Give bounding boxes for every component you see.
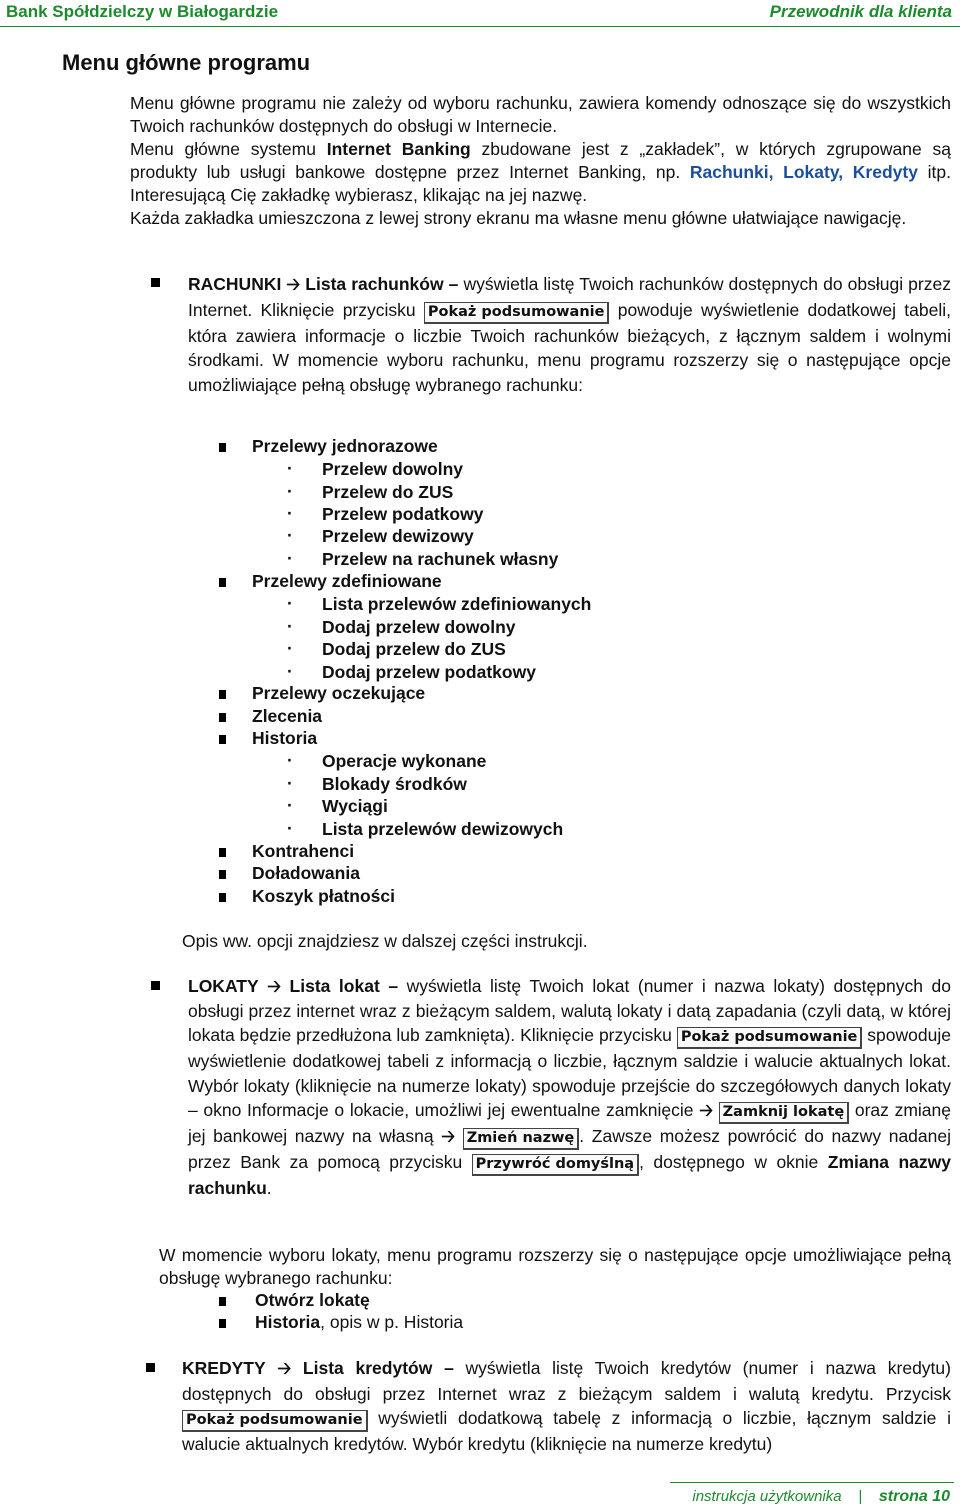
menu-lista-przelewow-dewizowych: Lista przelewów dewizowych [322,819,564,839]
dot-marker: · [287,750,293,770]
intro-text-3: Każda zakładka umieszczona z lewej strony ekranu ma własne menu główne ułatwiające nawigację. [130,208,907,228]
menu-blokady-srodkow: Blokady środków [322,774,467,794]
dot-marker: · [287,818,293,838]
dot-marker: · [287,616,293,636]
kredyty-text-2: wyświetli dodatkową tabelę z informacją o liczbie, łącznym saldzie i walucie aktualnych kredytów. Wybór kredytu (kliknięcie na numerze kredytu) [182,1408,951,1454]
menu-przelew-dewizowy: Przelew dewizowy [322,526,474,546]
arrow-right-icon: 🡢 [699,1100,713,1121]
intro-text-2c: zbudowane jest z „zakładek”, w których zgrupowane są produkty lub usługi bankowe dostępne przez Internet Banking, np. [130,139,951,182]
arrow-right-icon: 🡢 [277,1359,292,1379]
menu-lista-przelewow-zdefiniowanych: Lista przelewów zdefiniowanych [322,594,592,614]
historia-description: , opis w p. Historia [320,1312,464,1332]
intro-text-2f: Interesującą Cię zakładkę wybierasz, klikając na jej nazwę. [130,185,588,205]
menu-przelew-podatkowy: Przelew podatkowy [322,504,484,524]
intro-text-2e: itp. [917,162,951,182]
menu-kontrahenci: Kontrahenci [252,841,355,861]
page-number: strona 10 [878,1488,950,1505]
menu-dodaj-przelew-dowolny: Dodaj przelew dowolny [322,617,516,637]
lokaty-text-4: . Zawsze możesz powrócić do nazwy nadanej przez Bank za pomocą przycisku [188,1125,951,1172]
lokaty-text-5: , dostępnego w oknie [639,1151,828,1172]
lokaty-text-1: wyświetla listę Twoich lokat (numer i nazwa lokaty) dostępnych do obsługi przez internet wraz z bieżącym saldem, walutą lokaty i datą zapadania (czyli datą, w której lokata będzie przedłużona lub zamknięta). Kliknięcie przycisku [188,976,951,1046]
intro-text-1: Menu główne programu nie zależy od wyboru rachunku, zawiera komendy odnoszące się do wszystkich Twoich rachunków dostępnych do obsługi w Internecie. [130,93,951,136]
rachunki-heading: RACHUNKI [188,274,282,294]
bullet-square-icon [151,278,160,287]
rachunki-list-label: Lista rachunków [305,274,444,294]
lokaty-list-label: Lista lokat [289,976,380,996]
tabs-list-label: Rachunki, Lokaty, Kredyty [689,162,918,182]
header-bank-name: Bank Spółdzielczy w Białogardzie [6,2,279,21]
lokaty-heading: LOKATY [188,976,259,996]
bullet-marker-icon [219,735,226,744]
dot-marker: · [287,458,293,478]
bullet-square-icon [146,1363,155,1372]
bullet-marker-icon [219,713,226,722]
dash: – [379,976,407,996]
footer-separator: | [858,1488,863,1505]
bullet-marker-icon [219,848,226,857]
dot-marker: · [287,795,293,815]
menu-przelew-dowolny: Przelew dowolny [322,459,463,479]
menu-doladowania: Doładowania [252,863,360,883]
kredyty-list-label: Lista kredytów [302,1358,433,1378]
section-rachunki [188,272,951,397]
section-kredyty [182,1356,951,1457]
kredyty-heading: KREDYTY [182,1358,266,1378]
bullet-marker-icon [219,443,226,452]
arrow-right-icon: 🡢 [441,1126,456,1147]
menu-otworz-lokate: Otwórz lokatę [255,1290,370,1310]
menu-dodaj-przelew-zus: Dodaj przelew do ZUS [322,639,506,659]
show-summary-button[interactable]: Pokaż podsumowanie [424,302,610,324]
header-guide-title: Przewodnik dla klienta [769,2,952,21]
menu-przelewy-oczekujace: Przelewy oczekujące [252,683,426,703]
rachunki-text-1: wyświetla listę Twoich rachunków dostępnych do obsługi przez Internet. Kliknięcie przycisku [188,274,951,320]
dot-marker: · [287,503,293,523]
rename-window-label: Zmiana nazwy rachunku [188,1151,951,1198]
dot-marker: · [287,525,293,545]
lokaty-menu-intro: W momencie wyboru lokaty, menu programu rozszerzy się o następujące opcje umożliwiające pełną obsługę wybranego rachunku: [159,1245,951,1288]
lokaty-text-3: oraz zmianę jej bankowej nazwy na własną [188,1099,951,1146]
footer-label: instrukcja użytkownika [692,1488,842,1505]
kredyty-text-1: wyświetla listę Twoich kredytów (numer i nazwa kredytu) dostępnych do obsługi przez Internet wraz z bieżącym saldem i walutą kredytu. Przycisk [182,1358,951,1404]
options-note: Opis ww. opcji znajdziesz w dalszej części instrukcji. [182,931,588,951]
page-title: Menu główne programu [62,50,311,75]
menu-historia-lokaty [255,1312,463,1333]
restore-default-button[interactable]: Przywróć domyślną [472,1154,639,1176]
arrow-right-icon: 🡢 [267,977,281,997]
menu-koszyk-platnosci: Koszyk płatności [252,886,395,906]
arrow-right-icon: 🡢 [286,275,301,295]
rachunki-text-2: powoduje wyświetlenie dodatkowej tabeli, która zawiera informacje o liczbie Twoich rachunków bieżących, z łącznym saldem i wolnymi środkami. W momencie wyboru rachunku, menu programu rozszerzy się o następujące opcje umożliwiające pełną obsługę wybranego rachunku: [188,299,951,395]
bullet-marker-icon [219,578,226,587]
period: . [266,1177,272,1198]
intro-paragraph-3 [130,207,951,230]
historia-label: Historia [255,1312,321,1332]
rename-button[interactable]: Zmień nazwę [463,1128,580,1150]
dot-marker: · [287,773,293,793]
menu-zlecenia: Zlecenia [252,706,323,726]
dot-marker: · [287,548,293,568]
menu-dodaj-przelew-podatkowy: Dodaj przelew podatkowy [322,662,536,682]
section-lokaty [188,974,951,1200]
menu-przelewy-jednorazowe: Przelewy jednorazowe [252,436,438,456]
show-summary-button[interactable]: Pokaż podsumowanie [677,1027,863,1049]
bullet-marker-icon [219,1297,226,1306]
footer-divider [670,1482,954,1483]
dot-marker: · [287,638,293,658]
dash: – [443,274,464,294]
header-divider [0,26,960,27]
menu-historia: Historia [252,728,318,748]
menu-przelewy-zdefiniowane: Przelewy zdefiniowane [252,571,442,591]
internet-banking-label: Internet Banking [326,139,471,159]
dot-marker: · [287,481,293,501]
intro-paragraph-1 [130,92,951,138]
intro-text-2a: Menu główne systemu [130,139,327,159]
bullet-marker-icon [219,893,226,902]
menu-przelew-zus: Przelew do ZUS [322,482,454,502]
menu-przelew-wlasny: Przelew na rachunek własny [322,549,559,569]
dash: – [432,1358,466,1378]
close-deposit-button[interactable]: Zamknij lokatę [719,1102,850,1124]
bullet-marker-icon [219,1319,226,1328]
intro-paragraph-2 [130,138,951,207]
footer [692,1488,950,1506]
show-summary-button[interactable]: Pokaż podsumowanie [182,1410,368,1432]
bullet-marker-icon [219,870,226,879]
menu-wyciagi: Wyciągi [322,796,388,816]
dot-marker: · [287,661,293,681]
lokaty-text-2: spowoduje wyświetlenie dodatkowej tabeli z informacją o liczbie, łącznym saldzie i walucie aktualnych lokat. Wybór lokaty (kliknięcie na numerze lokaty) spowoduje przejście do szczegółowych danych lokaty – okno Informacje o lokacie, umożliwi jej ewentualne zamknięcie [188,1025,951,1120]
menu-operacje-wykonane: Operacje wykonane [322,751,487,771]
bullet-marker-icon [219,690,226,699]
dot-marker: · [287,593,293,613]
bullet-square-icon [151,981,160,990]
